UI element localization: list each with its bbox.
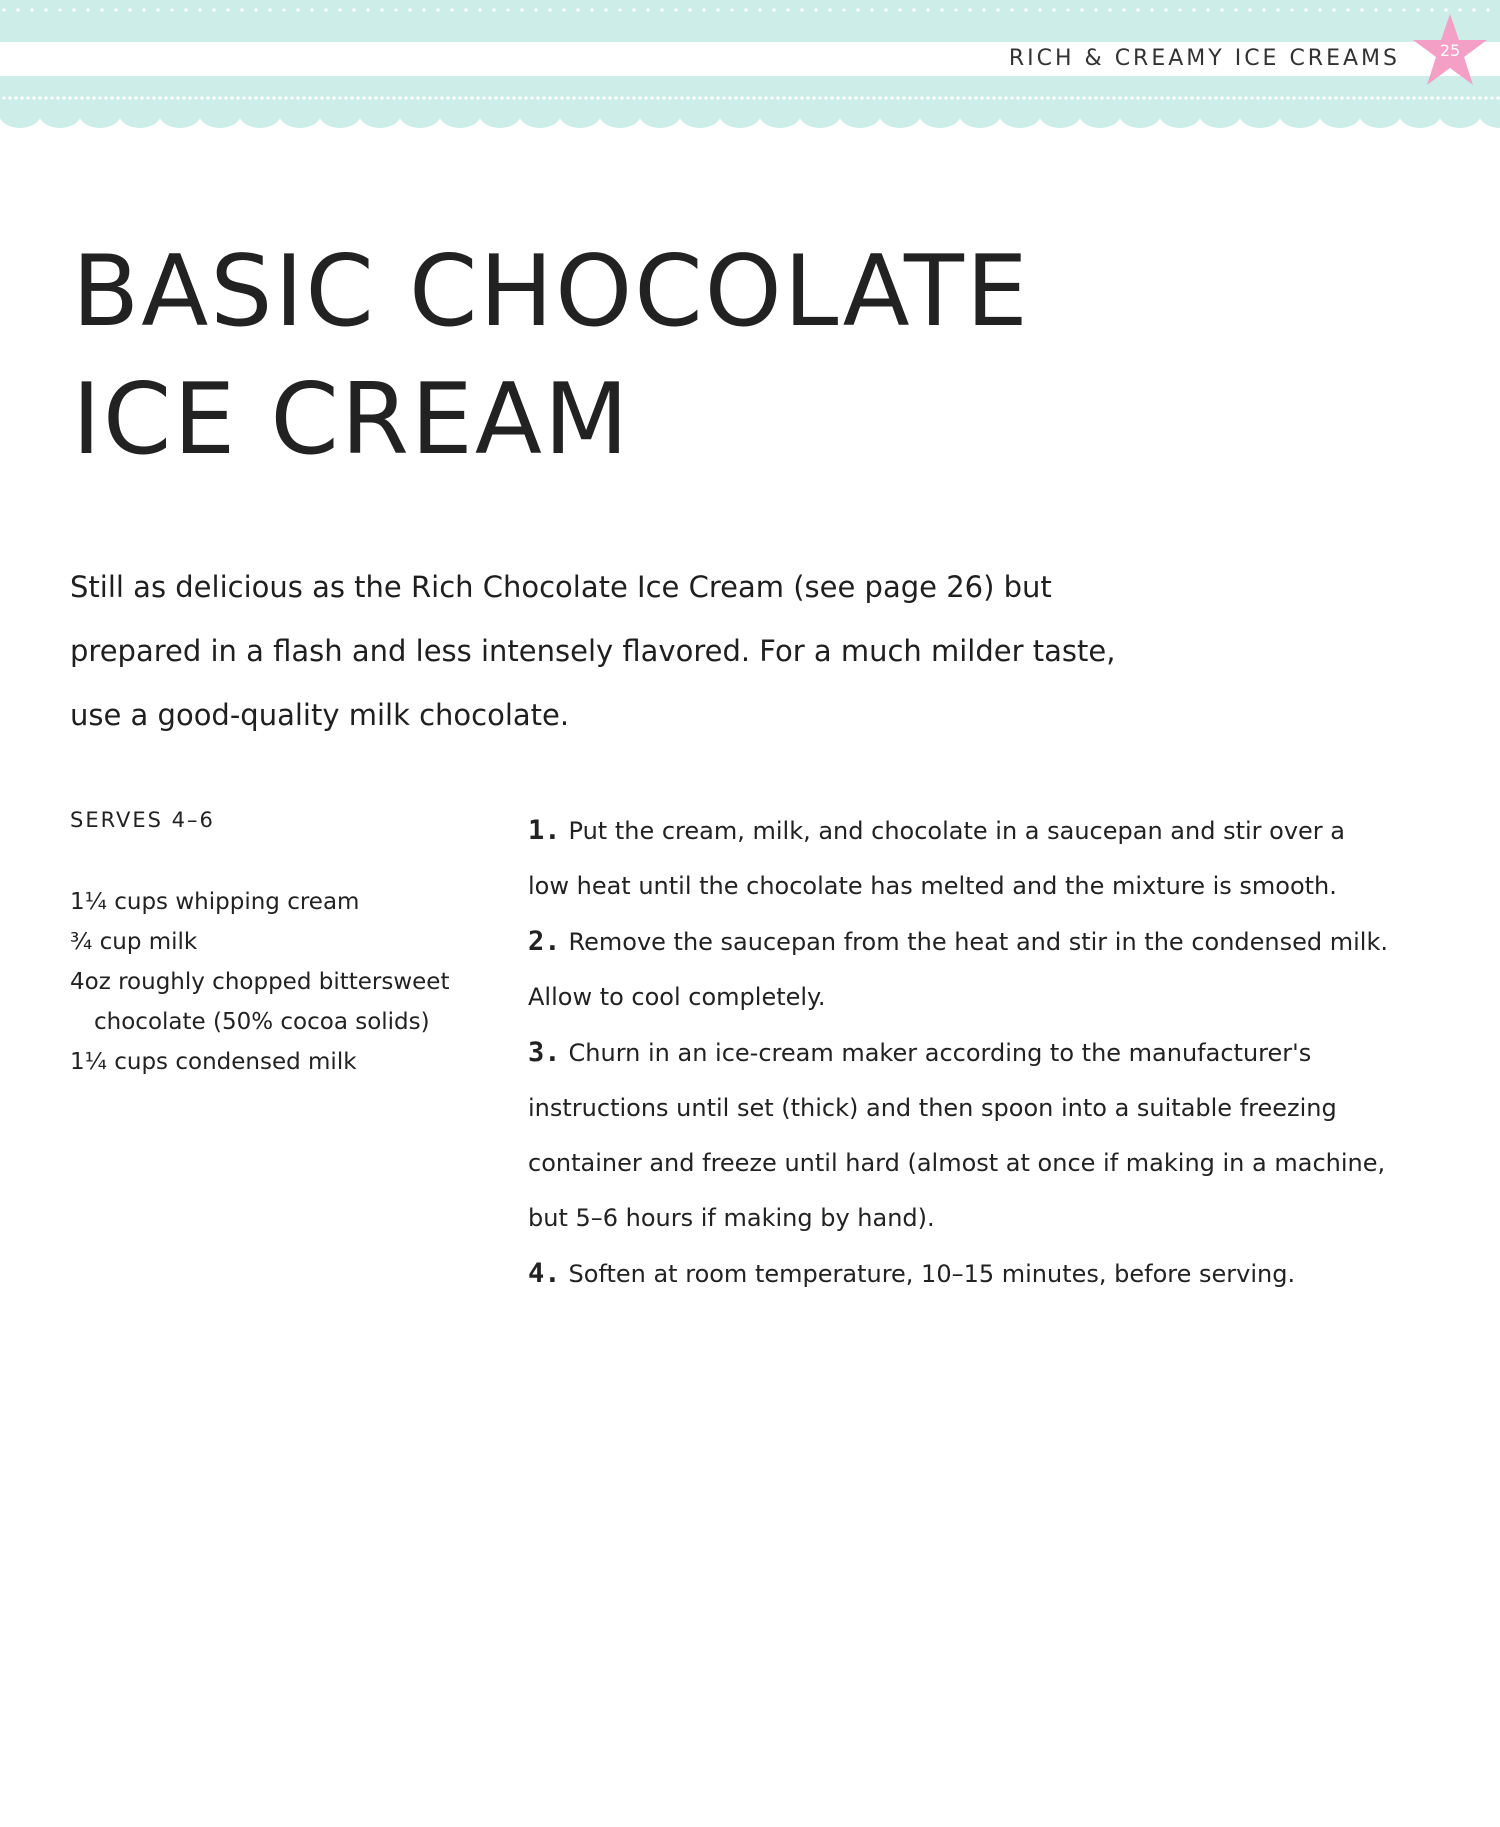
method-steps: [528, 803, 1388, 1302]
method-step: [528, 1246, 1388, 1302]
ingredient-item: 4oz roughly chopped bittersweet chocolate (50% cocoa solids): [70, 969, 450, 1035]
ingredient-list: [70, 882, 470, 1082]
step-number: 2.: [528, 926, 561, 957]
title-line: ICE CREAM: [72, 363, 631, 477]
title-line: BASIC CHOCOLATE: [72, 235, 1030, 349]
step-number: 1.: [528, 815, 561, 846]
method-step: [528, 914, 1388, 1025]
step-text: Soften at room temperature, 10–15 minutes, before serving.: [568, 1260, 1296, 1288]
intro-line: prepared in a flash and less intensely flavored. For a much milder taste,: [70, 634, 1116, 668]
intro-line: Still as delicious as the Rich Chocolate Ice Cream (see page 26) but: [70, 570, 1052, 604]
scalloped-header-banner: [0, 0, 1500, 150]
recipe-intro: [70, 555, 1130, 747]
ingredient-item: 1¼ cups condensed milk: [70, 1049, 357, 1075]
method-step: [528, 803, 1388, 914]
step-text: Churn in an ice-cream maker according to the manufacturer's instructions until set (thick) and then spoon into a suitable freezing container and freeze until hard (almost at once if making in a machine, but 5–6 hours if making by hand).: [528, 1039, 1386, 1232]
method-step: [528, 1025, 1388, 1246]
ingredient-item: ¾ cup milk: [70, 929, 198, 955]
step-text: Put the cream, milk, and chocolate in a saucepan and stir over a low heat until the chocolate has melted and the mixture is smooth.: [528, 817, 1345, 900]
step-number: 4.: [528, 1258, 561, 1289]
recipe-title: [72, 228, 1172, 484]
ingredient-item: 1¼ cups whipping cream: [70, 889, 360, 915]
serves-label: SERVES 4–6: [70, 808, 215, 832]
step-text: Remove the saucepan from the heat and stir in the condensed milk. Allow to cool completely.: [528, 928, 1388, 1011]
intro-line: use a good-quality milk chocolate.: [70, 698, 570, 732]
page-number: 25: [1439, 40, 1461, 60]
running-head: RICH & CREAMY ICE CREAMS: [1008, 46, 1400, 71]
step-number: 3.: [528, 1037, 561, 1068]
